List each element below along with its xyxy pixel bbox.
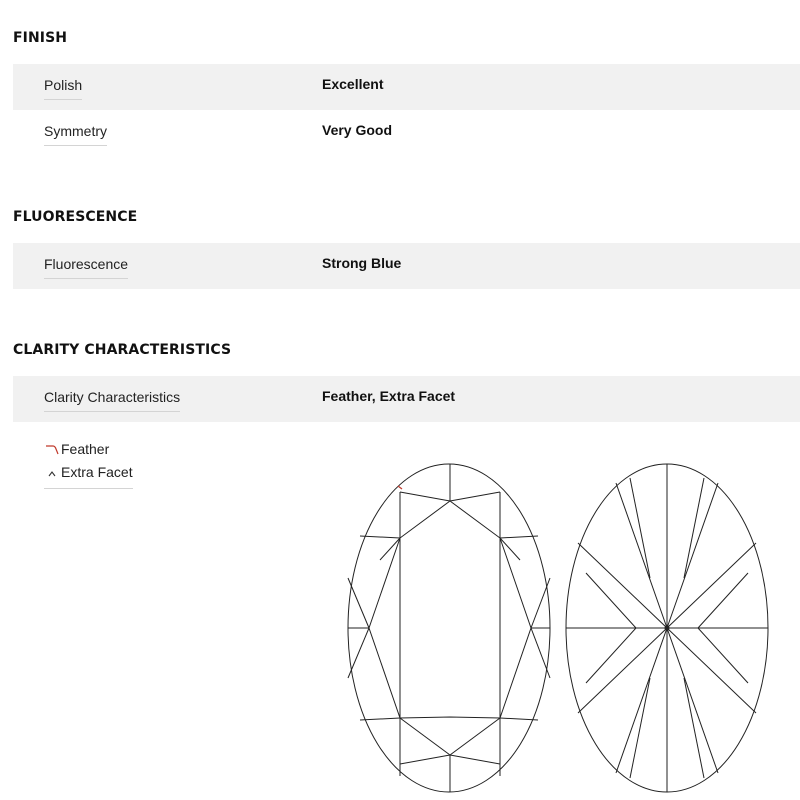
fluorescence-value: Strong Blue (322, 255, 402, 271)
fluorescence-label[interactable]: Fluorescence (44, 256, 128, 279)
clarity-characteristics-row (13, 376, 800, 422)
finish-section-title: FINISH (13, 30, 68, 46)
feather-symbol-icon (44, 442, 60, 456)
fluorescence-section-title: FLUORESCENCE (13, 209, 138, 225)
clarity-characteristics-value: Feather, Extra Facet (322, 388, 456, 404)
legend-label-feather: Feather (61, 441, 110, 457)
clarity-section-title: CLARITY CHARACTERISTICS (13, 342, 232, 358)
clarity-characteristics-label[interactable]: Clarity Characteristics (44, 389, 180, 412)
legend-label-extra-facet: Extra Facet (61, 464, 133, 480)
pavilion-view-diagram (566, 464, 768, 792)
symmetry-row (13, 110, 800, 156)
legend-item-extra-facet (44, 462, 133, 489)
fluorescence-row (13, 243, 800, 289)
polish-label[interactable]: Polish (44, 77, 82, 100)
crown-view-diagram (348, 464, 550, 792)
clarity-plot-diagram (340, 458, 780, 800)
feather-plot-mark (398, 486, 402, 489)
symmetry-value: Very Good (322, 122, 393, 138)
polish-row (13, 64, 800, 110)
polish-value: Excellent (322, 76, 384, 92)
legend-item-feather (44, 436, 133, 462)
extra-facet-symbol-icon (44, 465, 60, 479)
symmetry-label[interactable]: Symmetry (44, 123, 107, 146)
clarity-legend (44, 436, 133, 489)
